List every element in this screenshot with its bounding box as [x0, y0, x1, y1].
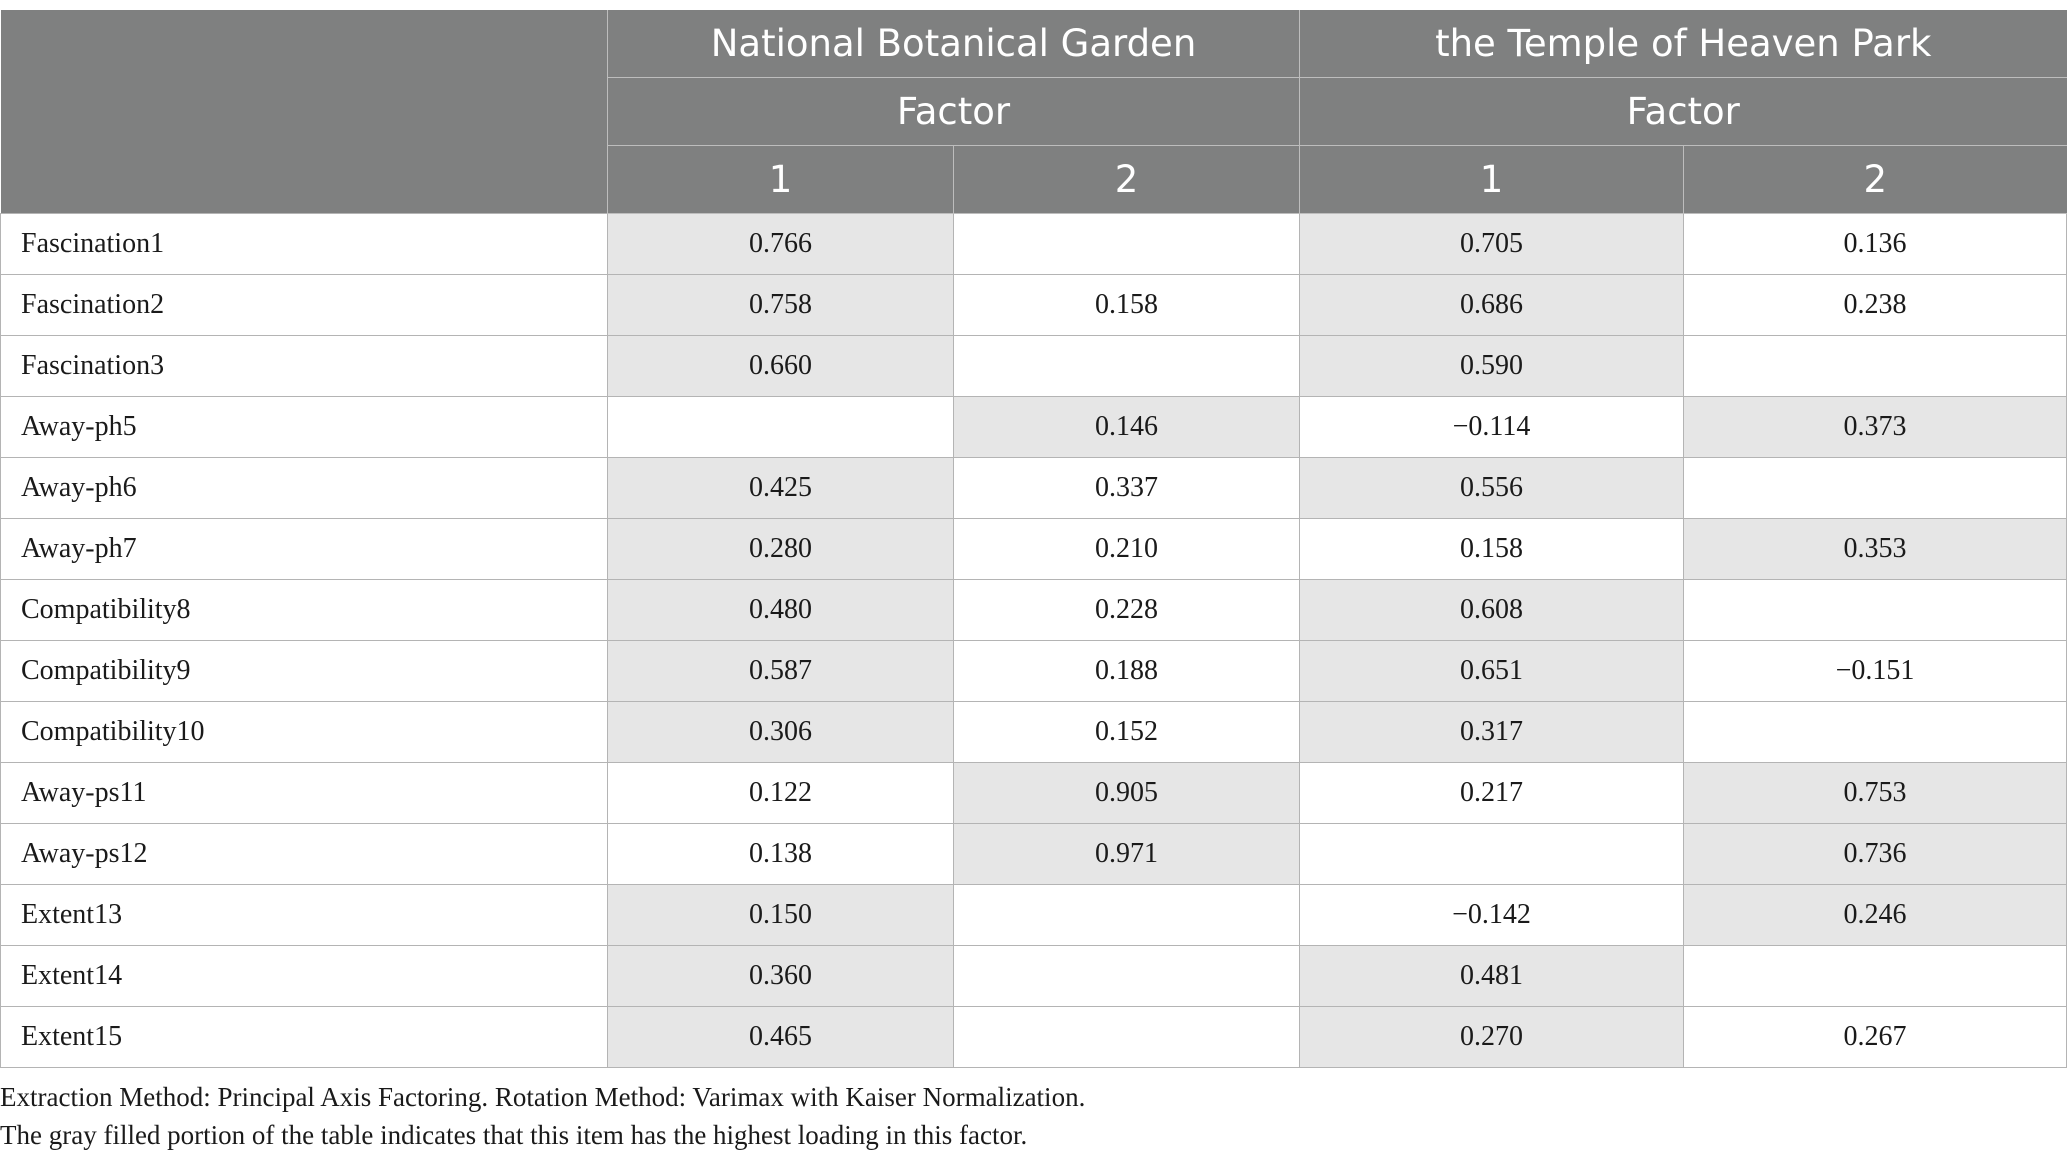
table-row — [1, 763, 2067, 824]
row-label: Fascination2 — [1, 275, 608, 336]
row-label: Fascination1 — [1, 214, 608, 275]
loading-cell-highlighted: 0.686 — [1300, 275, 1684, 336]
factor-number-cell: 2 — [954, 146, 1300, 214]
loading-cell-highlighted: 0.905 — [954, 763, 1300, 824]
group-header-temple-of-heaven: the Temple of Heaven Park — [1300, 10, 2067, 78]
factor-label-botanical: Factor — [608, 78, 1300, 146]
table-row — [1, 336, 2067, 397]
table-row — [1, 946, 2067, 1007]
loading-cell: 0.210 — [954, 519, 1300, 580]
loading-cell-highlighted: 0.971 — [954, 824, 1300, 885]
loading-cell: 0.217 — [1300, 763, 1684, 824]
row-label: Away-ps12 — [1, 824, 608, 885]
loading-cell: 0.136 — [1684, 214, 2067, 275]
loading-cell: −0.114 — [1300, 397, 1684, 458]
factor-number-cell: 1 — [608, 146, 954, 214]
table-row — [1, 275, 2067, 336]
group-header-botanical-garden: National Botanical Garden — [608, 10, 1300, 78]
loading-cell-highlighted: 0.481 — [1300, 946, 1684, 1007]
loading-cell-highlighted: 0.150 — [608, 885, 954, 946]
row-label: Fascination3 — [1, 336, 608, 397]
note-gray-fill: The gray filled portion of the table indicates that this item has the highest loading in this factor. — [0, 1120, 1028, 1150]
loading-cell-highlighted: 0.660 — [608, 336, 954, 397]
row-label: Compatibility10 — [1, 702, 608, 763]
loading-cell-highlighted: 0.373 — [1684, 397, 2067, 458]
loading-cell: 0.122 — [608, 763, 954, 824]
loading-cell — [1684, 336, 2067, 397]
loading-cell: 0.188 — [954, 641, 1300, 702]
table-row — [1, 702, 2067, 763]
table-row — [1, 214, 2067, 275]
loading-cell: 0.337 — [954, 458, 1300, 519]
loading-cell — [954, 885, 1300, 946]
row-label: Extent13 — [1, 885, 608, 946]
loading-cell — [1684, 946, 2067, 1007]
row-label: Away-ph6 — [1, 458, 608, 519]
loading-cell: 0.267 — [1684, 1007, 2067, 1068]
loading-cell-highlighted: 0.705 — [1300, 214, 1684, 275]
header-row-groups — [1, 10, 2067, 78]
factor-number-cell: 2 — [1684, 146, 2067, 214]
loadings-table-container — [0, 10, 2067, 1154]
loading-cell — [954, 1007, 1300, 1068]
row-label: Away-ph5 — [1, 397, 608, 458]
table-header — [1, 10, 2067, 214]
factor-loadings-table — [0, 10, 2067, 1068]
row-label: Compatibility8 — [1, 580, 608, 641]
loading-cell — [608, 397, 954, 458]
loading-cell: 0.228 — [954, 580, 1300, 641]
note-extraction-method: Extraction Method: Principal Axis Factoring. Rotation Method: Varimax with Kaiser Normalization. — [0, 1082, 1086, 1112]
table-row — [1, 885, 2067, 946]
loading-cell-highlighted: 0.360 — [608, 946, 954, 1007]
loading-cell: 0.238 — [1684, 275, 2067, 336]
factor-label-temple: Factor — [1300, 78, 2067, 146]
loading-cell-highlighted: 0.608 — [1300, 580, 1684, 641]
loading-cell-highlighted: 0.556 — [1300, 458, 1684, 519]
loading-cell-highlighted: 0.651 — [1300, 641, 1684, 702]
loading-cell-highlighted: 0.246 — [1684, 885, 2067, 946]
table-body — [1, 214, 2067, 1068]
loading-cell-highlighted: 0.465 — [608, 1007, 954, 1068]
loading-cell-highlighted: 0.280 — [608, 519, 954, 580]
row-label: Compatibility9 — [1, 641, 608, 702]
header-corner-cell — [1, 10, 608, 214]
table-row — [1, 519, 2067, 580]
loading-cell: 0.158 — [954, 275, 1300, 336]
loading-cell: −0.151 — [1684, 641, 2067, 702]
loading-cell-highlighted: 0.317 — [1300, 702, 1684, 763]
loading-cell-highlighted: 0.480 — [608, 580, 954, 641]
loading-cell — [1684, 580, 2067, 641]
loading-cell — [1684, 702, 2067, 763]
loading-cell — [954, 214, 1300, 275]
loading-cell-highlighted: 0.736 — [1684, 824, 2067, 885]
loading-cell: 0.158 — [1300, 519, 1684, 580]
table-notes — [0, 1078, 2067, 1154]
loading-cell-highlighted: 0.590 — [1300, 336, 1684, 397]
loading-cell: 0.138 — [608, 824, 954, 885]
loading-cell-highlighted: 0.270 — [1300, 1007, 1684, 1068]
table-row — [1, 458, 2067, 519]
row-label: Extent14 — [1, 946, 608, 1007]
row-label: Away-ps11 — [1, 763, 608, 824]
loading-cell-highlighted: 0.758 — [608, 275, 954, 336]
table-row — [1, 641, 2067, 702]
table-row — [1, 580, 2067, 641]
loading-cell-highlighted: 0.353 — [1684, 519, 2067, 580]
loading-cell-highlighted: 0.146 — [954, 397, 1300, 458]
table-row — [1, 824, 2067, 885]
loading-cell: 0.152 — [954, 702, 1300, 763]
row-label: Extent15 — [1, 1007, 608, 1068]
loading-cell-highlighted: 0.425 — [608, 458, 954, 519]
loading-cell — [954, 946, 1300, 1007]
factor-number-cell: 1 — [1300, 146, 1684, 214]
table-row — [1, 397, 2067, 458]
loading-cell-highlighted: 0.753 — [1684, 763, 2067, 824]
loading-cell: −0.142 — [1300, 885, 1684, 946]
loading-cell — [954, 336, 1300, 397]
loading-cell — [1300, 824, 1684, 885]
loading-cell — [1684, 458, 2067, 519]
table-row — [1, 1007, 2067, 1068]
loading-cell-highlighted: 0.766 — [608, 214, 954, 275]
row-label: Away-ph7 — [1, 519, 608, 580]
loading-cell-highlighted: 0.587 — [608, 641, 954, 702]
loading-cell-highlighted: 0.306 — [608, 702, 954, 763]
